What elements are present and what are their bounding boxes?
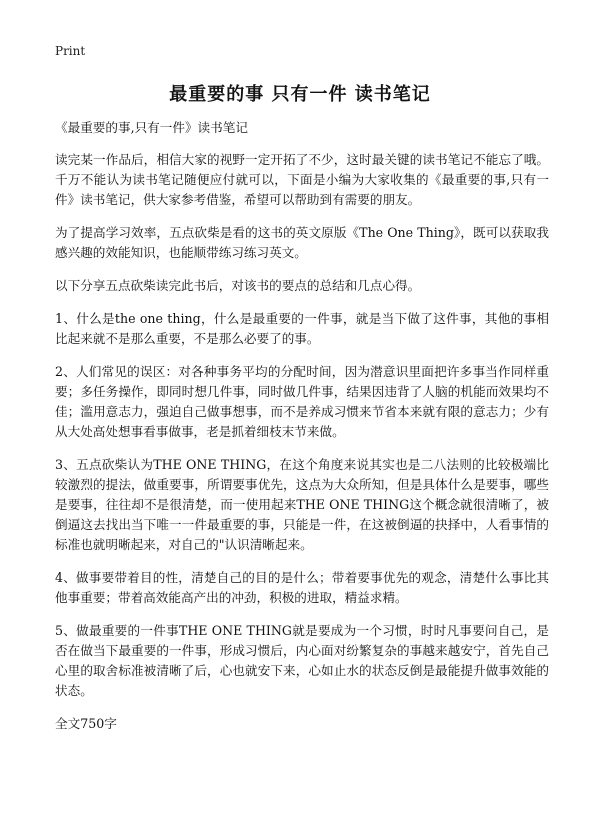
paragraph-share: 以下分享五点砍柴读完此书后，对该书的要点的总结和几点心得。 [55,278,421,293]
article-body [55,118,549,747]
page-title: 最重要的事 只有一件 读书笔记 [169,84,431,105]
paragraph-point-3: 3、五点砍柴认为THE ONE THING，在这个角度来说其实也是二八法则的比较极端比较激烈的提法，做重要事，所谓要事优先，这点为大众所知，但是具体什么是要事，哪些是要事，往往却不是很清楚，而一使用起来THE ONE THING这个概念就很清晰了，被倒逼这去找出当下唯一一件最重要的事，只能是一件，在这被倒逼的抉择中，人看事情的标准也就明晰起来，对自己的"认识清晰起来。 [55,457,549,552]
paragraph-intro: 读完某一作品后，相信大家的视野一定开拓了不少，这时最关键的读书笔记不能忘了哦。千万不能认为读书笔记随便应付就可以，下面是小编为大家收集的《最重要的事,只有一件》读书笔记，供大家参考借鉴，希望可以帮助到有需要的朋友。 [55,152,549,207]
word-count: 全文750字 [55,716,117,731]
paragraph-purpose: 为了提高学习效率，五点砍柴是看的这书的英文原版《The One Thing》，既可以获取我感兴趣的效能知识，也能顺带练习练习英文。 [55,225,549,260]
paragraph-point-2: 2、人们常见的误区：对各种事务平均的分配时间，因为潜意识里面把许多事当作同样重要；多任务操作，即同时想几件事，同时做几件事，结果因违背了人脑的机能而效果均不佳；滥用意志力，强迫自己做事想事，而不是养成习惯来节省本来就有限的意志力；少有从大处高处想事看事做事，老是抓着细枝末节来做。 [55,364,549,439]
print-link[interactable]: Print [55,44,86,58]
paragraph-point-4: 4、做事要带着目的性，清楚自己的目的是什么；带着要事优先的观念，清楚什么事比其他事重要；带着高效能高产出的冲劲，积极的进取，精益求精。 [55,570,549,605]
paragraph-point-5: 5、做最重要的一件事THE ONE THING就是要成为一个习惯，时时凡事要问自己，是否在做当下最重要的一件事，形成习惯后，内心面对纷繁复杂的事越来越安宁，首先自己心里的取舍标准被清晰了后，心也就安下来，心如止水的状态反倒是最能提升做事效能的状态。 [55,623,549,698]
article-subtitle: 《最重要的事,只有一件》读书笔记 [55,120,248,135]
paragraph-point-1: 1、什么是the one thing，什么是最重要的一件事，就是当下做了这件事，其他的事相比起来就不是那么重要，不是那么必要了的事。 [55,311,549,346]
